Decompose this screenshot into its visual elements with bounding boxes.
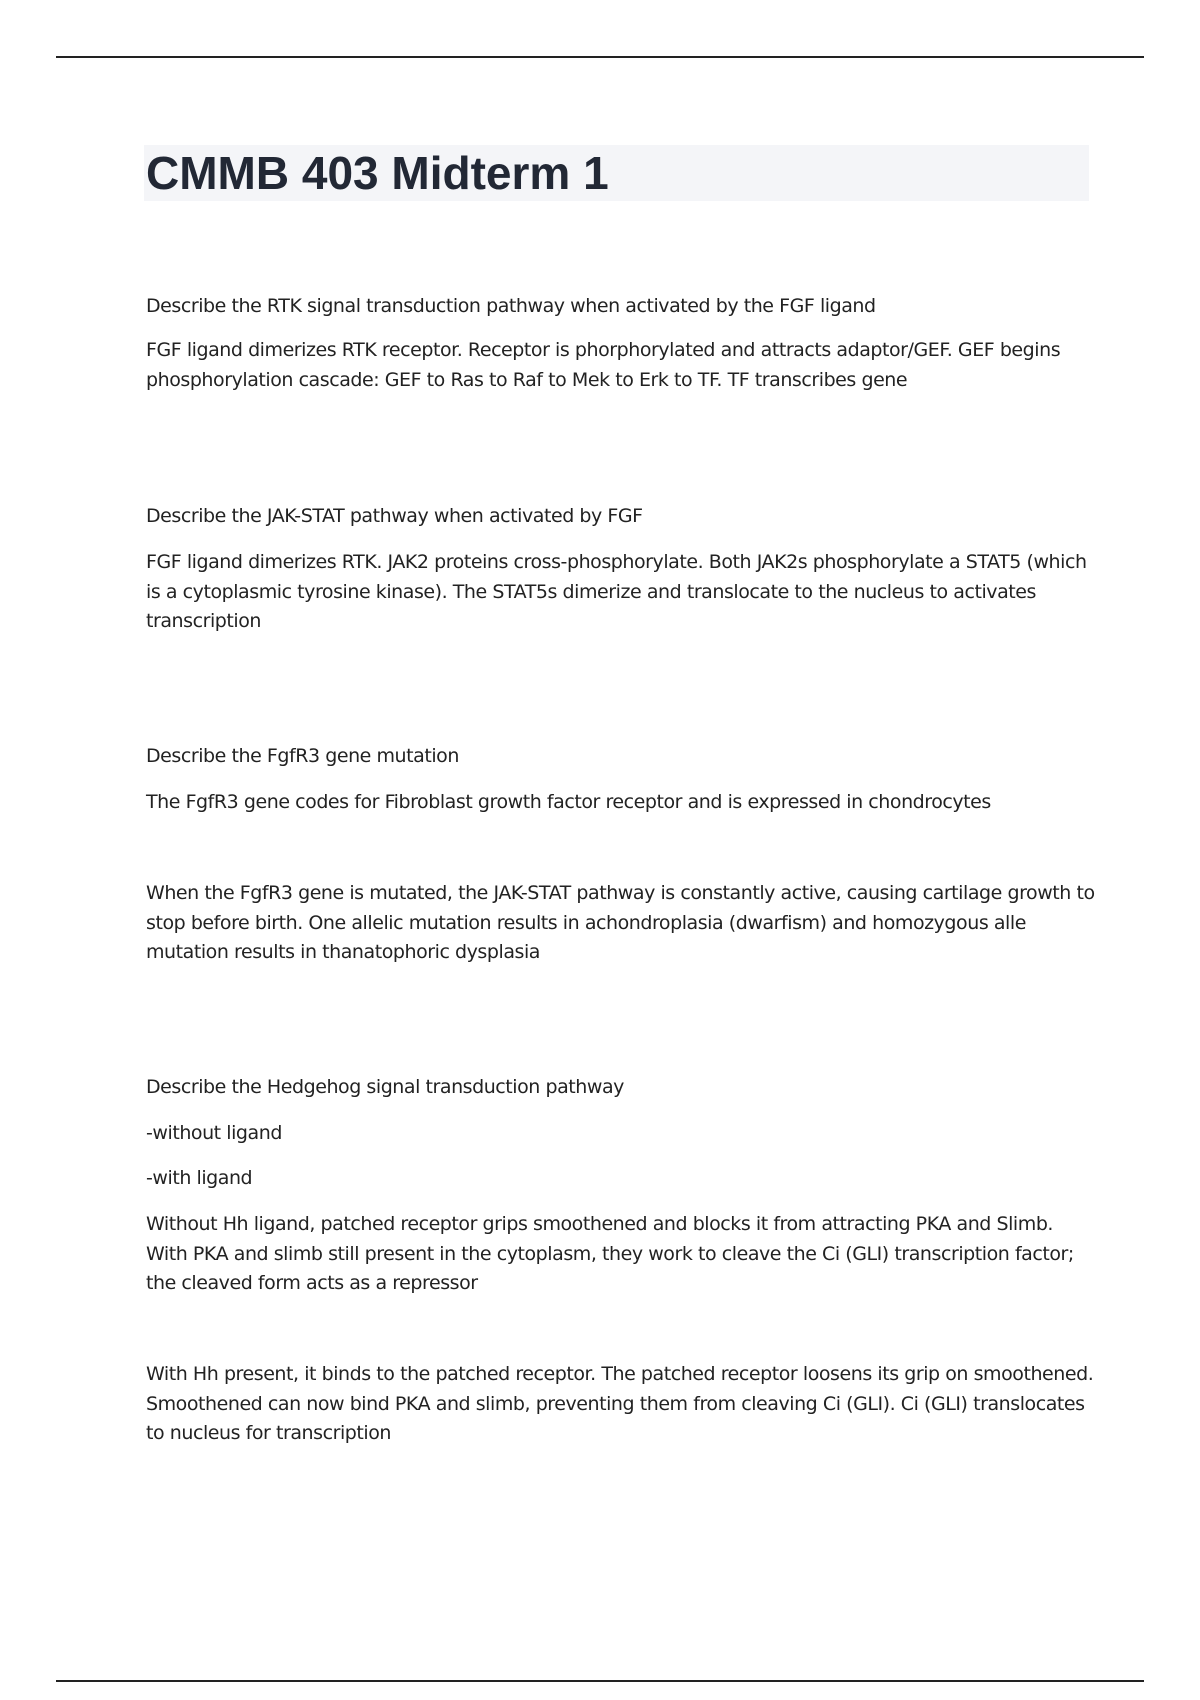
question-fgfr3-mutation: Describe the FgfR3 gene mutation xyxy=(146,745,459,767)
document-title: CMMB 403 Midterm 1 xyxy=(146,147,609,199)
bottom-rule xyxy=(56,1680,1144,1682)
top-rule xyxy=(56,56,1144,58)
answer-fgfr3-mutation-effects: When the FgfR3 gene is mutated, the JAK-STAT pathway is constantly active, causing cartilage growth to stop before birth. One allelic mutation results in achondroplasia (dwarfism) and homozygous alle mutation results in thanatophoric dysplasia xyxy=(146,882,1095,963)
question-rtk-pathway: Describe the RTK signal transduction pathway when activated by the FGF ligand xyxy=(146,295,876,317)
question-hedgehog-pathway: Describe the Hedgehog signal transduction pathway xyxy=(146,1076,624,1098)
answer-hedgehog-without-ligand: Without Hh ligand, patched receptor grips smoothened and blocks it from attracting PKA and Slimb. With PKA and slimb still present in the cytoplasm, they work to cleave the Ci (GLI) transcription factor; the cleaved form acts as a repressor xyxy=(146,1213,1074,1294)
subpoint-with-ligand: -with ligand xyxy=(146,1167,253,1189)
answer-fgfr3-expression: The FgfR3 gene codes for Fibroblast growth factor receptor and is expressed in chondrocytes xyxy=(146,791,991,813)
question-jak-stat-pathway: Describe the JAK-STAT pathway when activated by FGF xyxy=(146,505,643,527)
answer-jak-stat-pathway: FGF ligand dimerizes RTK. JAK2 proteins cross-phosphorylate. Both JAK2s phosphorylate a STAT5 (which is a cytoplasmic tyrosine kinase). The STAT5s dimerize and translocate to the nucleus to activates transcription xyxy=(146,551,1087,632)
answer-rtk-pathway: FGF ligand dimerizes RTK receptor. Receptor is phorphorylated and attracts adaptor/GEF. GEF begins phosphorylation cascade: GEF to Ras to Raf to Mek to Erk to TF. TF transcribes gene xyxy=(146,339,1061,391)
subpoint-without-ligand: -without ligand xyxy=(146,1122,282,1144)
answer-hedgehog-with-ligand: With Hh present, it binds to the patched receptor. The patched receptor loosens its grip on smoothened. Smoothened can now bind PKA and slimb, preventing them from cleaving Ci (GLI). Ci (GLI) translocates to nucleus for transcription xyxy=(146,1363,1094,1444)
